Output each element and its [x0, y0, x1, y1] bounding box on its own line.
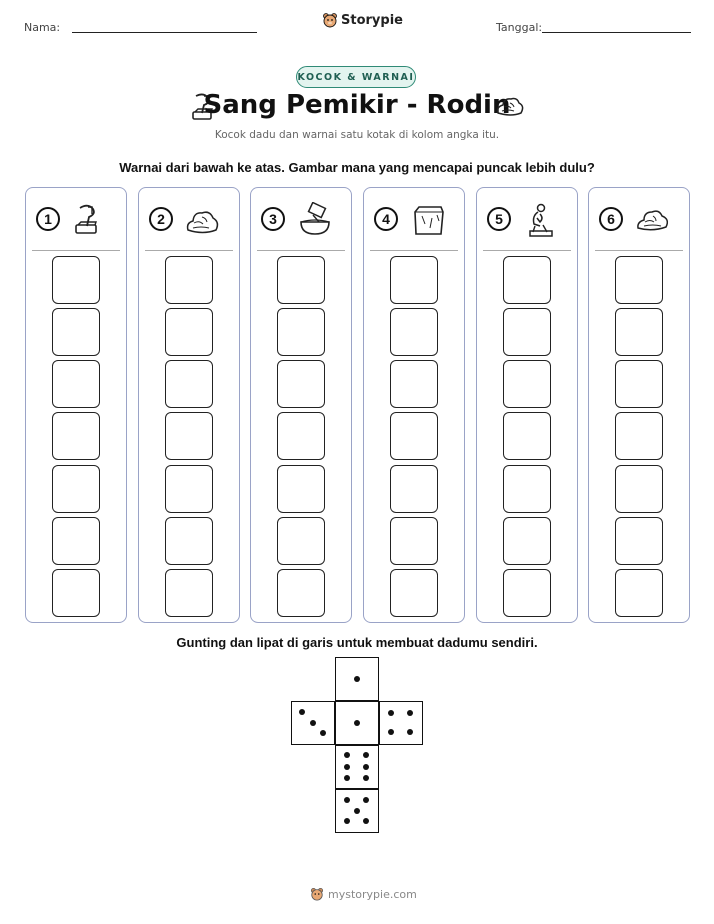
page-subtitle: Kocok dadu dan warnai satu kotak di kolom angka itu. [214, 129, 500, 141]
brand-name: Storypie [341, 12, 403, 28]
die-pip [407, 710, 413, 716]
coloring-box[interactable] [52, 412, 100, 460]
die-pip [407, 729, 413, 735]
column-number: 6 [599, 207, 623, 231]
coloring-box[interactable] [390, 308, 438, 356]
coloring-box[interactable] [503, 569, 551, 617]
die-instruction: Gunting dan lipat di garis untuk membuat dadumu sendiri. [176, 635, 538, 650]
die-pip [388, 729, 394, 735]
coloring-box[interactable] [615, 569, 663, 617]
die-pip [320, 730, 326, 736]
column-number: 4 [374, 207, 398, 231]
coloring-box[interactable] [52, 517, 100, 565]
die-pip [310, 720, 316, 726]
column-divider [483, 250, 571, 251]
coloring-box[interactable] [615, 412, 663, 460]
coloring-box[interactable] [615, 517, 663, 565]
coloring-box[interactable] [52, 569, 100, 617]
column-number: 3 [261, 207, 285, 231]
column-3 [250, 187, 352, 623]
bear-mascot-icon [322, 12, 338, 28]
coloring-box[interactable] [52, 465, 100, 513]
die-pip [354, 720, 360, 726]
thinker-statue-icon [523, 202, 559, 238]
column-header [364, 202, 464, 238]
footer-brand [310, 887, 417, 901]
activity-badge: KOCOK & WARNAI [296, 66, 416, 88]
footer-url: mystorypie.com [328, 887, 417, 901]
die-face-3 [291, 701, 335, 745]
name-label: Nama: [24, 21, 61, 34]
die-pip [344, 764, 350, 770]
column-divider [595, 250, 683, 251]
clay-icon [495, 94, 525, 118]
coloring-box[interactable] [165, 569, 213, 617]
die-pip [344, 818, 350, 824]
die-pip [354, 676, 360, 682]
coloring-box[interactable] [390, 569, 438, 617]
column-number: 1 [36, 207, 60, 231]
die-face-1 [335, 701, 379, 745]
die-pip [363, 764, 369, 770]
coloring-box[interactable] [503, 308, 551, 356]
brand-logo [322, 12, 403, 28]
coloring-box[interactable] [277, 517, 325, 565]
die-pip [344, 797, 350, 803]
coloring-box[interactable] [277, 412, 325, 460]
column-header [26, 202, 126, 238]
coloring-box[interactable] [52, 360, 100, 408]
column-header [477, 202, 577, 238]
plaster-bowl-icon [297, 202, 333, 238]
coloring-box[interactable] [277, 308, 325, 356]
die-face-1 [335, 657, 379, 701]
coloring-box[interactable] [615, 256, 663, 304]
coloring-box[interactable] [390, 465, 438, 513]
coloring-box[interactable] [503, 465, 551, 513]
column-divider [257, 250, 345, 251]
coloring-box[interactable] [277, 569, 325, 617]
date-label: Tanggal: [496, 21, 543, 34]
column-header [139, 202, 239, 238]
die-pip [299, 709, 305, 715]
bear-mascot-icon [310, 887, 324, 901]
coloring-box[interactable] [615, 465, 663, 513]
coloring-box[interactable] [503, 360, 551, 408]
die-face-5 [335, 789, 379, 833]
coloring-box[interactable] [165, 465, 213, 513]
column-number: 2 [149, 207, 173, 231]
coloring-box[interactable] [503, 256, 551, 304]
column-divider [32, 250, 120, 251]
name-line[interactable] [72, 32, 257, 33]
coloring-box[interactable] [52, 256, 100, 304]
coloring-box[interactable] [277, 360, 325, 408]
stone-block-icon [410, 202, 446, 238]
die-pip [363, 797, 369, 803]
coloring-box[interactable] [165, 412, 213, 460]
die-pip [344, 752, 350, 758]
coloring-box[interactable] [165, 360, 213, 408]
coloring-box[interactable] [390, 360, 438, 408]
die-pip [363, 818, 369, 824]
page-title: Sang Pemikir - Rodin [203, 90, 511, 120]
coloring-box[interactable] [165, 517, 213, 565]
coloring-box[interactable] [277, 465, 325, 513]
die-pip [344, 775, 350, 781]
column-6 [588, 187, 690, 623]
column-5 [476, 187, 578, 623]
coloring-box[interactable] [615, 308, 663, 356]
column-number: 5 [487, 207, 511, 231]
column-divider [370, 250, 458, 251]
die-pip [363, 752, 369, 758]
column-header [589, 202, 689, 238]
tools-icon [72, 202, 108, 238]
column-1 [25, 187, 127, 623]
column-header [251, 202, 351, 238]
coloring-box[interactable] [277, 256, 325, 304]
clay-lump-icon [635, 202, 671, 238]
coloring-box[interactable] [503, 412, 551, 460]
die-pip [388, 710, 394, 716]
coloring-box[interactable] [165, 256, 213, 304]
die-face-4 [379, 701, 423, 745]
column-4 [363, 187, 465, 623]
die-pip [363, 775, 369, 781]
coloring-box[interactable] [52, 308, 100, 356]
die-pip [354, 808, 360, 814]
coloring-box[interactable] [390, 517, 438, 565]
coloring-box[interactable] [390, 412, 438, 460]
coloring-box[interactable] [503, 517, 551, 565]
clay-icon [185, 202, 221, 238]
date-line[interactable] [542, 32, 691, 33]
coloring-box[interactable] [615, 360, 663, 408]
die-face-6 [335, 745, 379, 789]
column-divider [145, 250, 233, 251]
coloring-box[interactable] [165, 308, 213, 356]
coloring-instruction: Warnai dari bawah ke atas. Gambar mana yang mencapai puncak lebih dulu? [119, 160, 595, 175]
coloring-box[interactable] [390, 256, 438, 304]
column-2 [138, 187, 240, 623]
